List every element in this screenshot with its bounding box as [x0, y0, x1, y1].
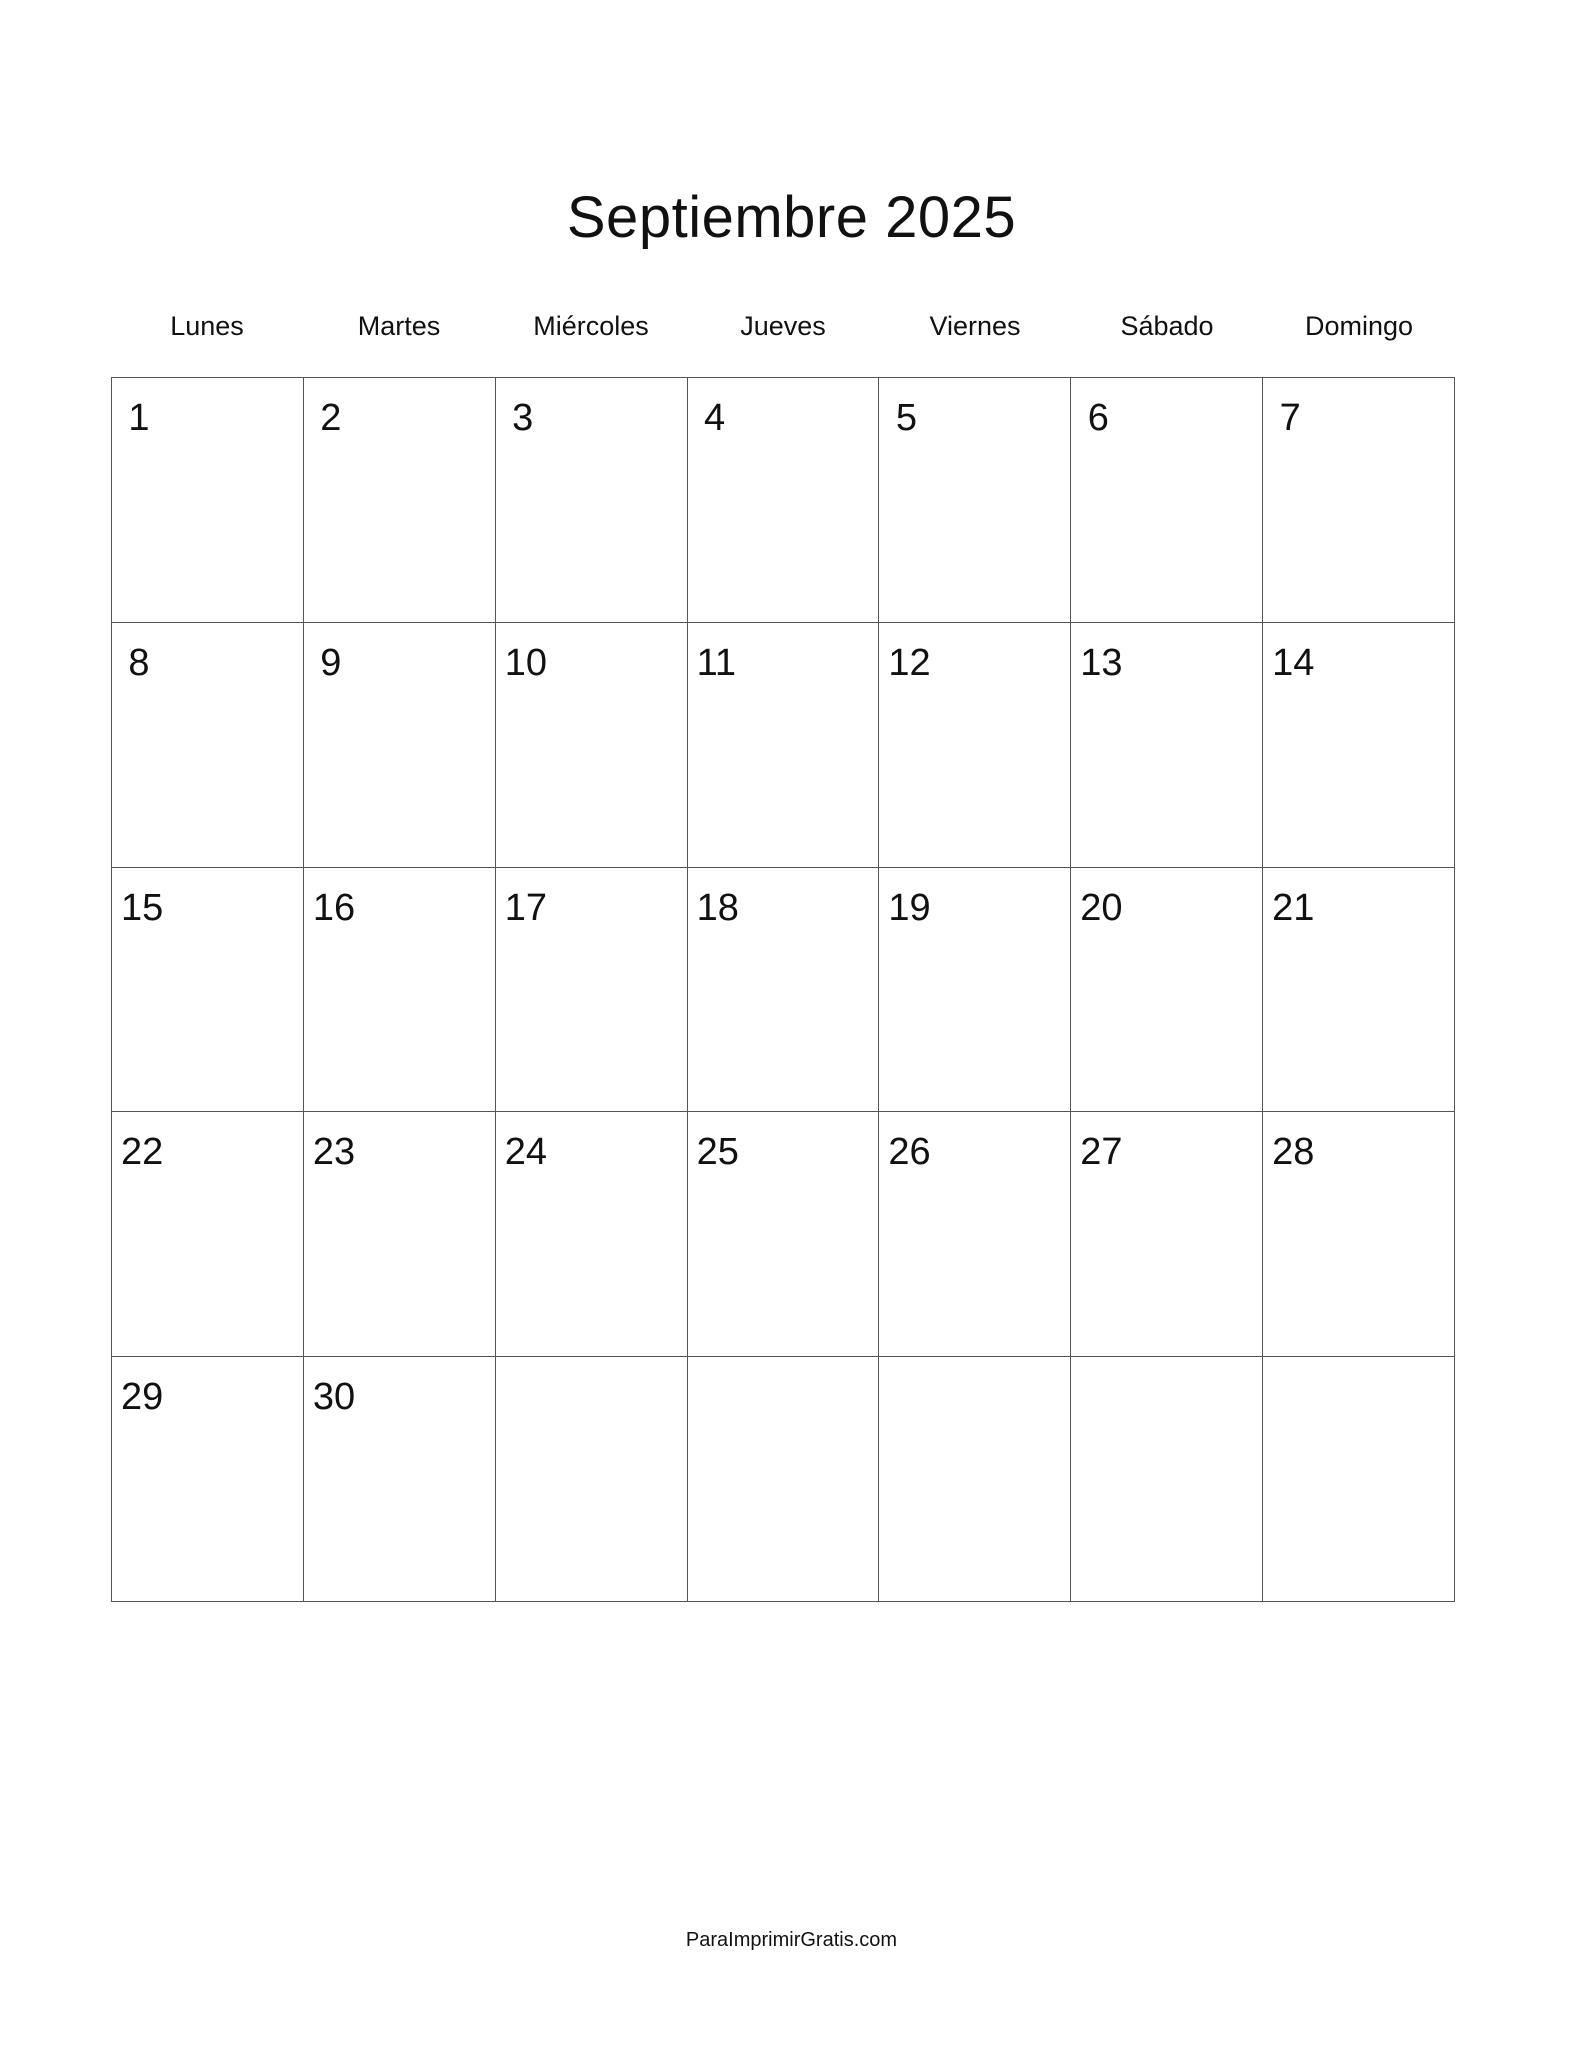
- day-number: 3: [512, 397, 534, 439]
- day-cell: [496, 868, 688, 1113]
- day-number: 13: [1080, 641, 1123, 684]
- day-cell-empty: [1071, 1357, 1263, 1602]
- day-cell: [688, 868, 880, 1113]
- calendar-grid: [111, 377, 1455, 1602]
- day-cell: [304, 623, 496, 868]
- day-number: 2: [320, 397, 342, 439]
- day-number: 25: [696, 1131, 739, 1174]
- day-number: 26: [888, 1131, 931, 1174]
- weekday-label-monday: Lunes: [170, 311, 244, 341]
- day-cell: [1263, 868, 1455, 1113]
- day-cell: [496, 1112, 688, 1357]
- day-cell: [879, 378, 1071, 623]
- day-number: 20: [1080, 886, 1123, 929]
- day-cell: [879, 1112, 1071, 1357]
- day-cell: [112, 868, 304, 1113]
- day-cell-empty: [1263, 1357, 1455, 1602]
- day-number: 30: [312, 1376, 356, 1419]
- day-cell: [1071, 868, 1263, 1113]
- day-cell: [688, 378, 880, 623]
- day-number: 1: [128, 397, 150, 439]
- day-number: 10: [504, 641, 547, 684]
- day-number: 6: [1087, 397, 1109, 439]
- weekday-label-friday: Viernes: [929, 311, 1021, 341]
- day-cell: [304, 1357, 496, 1602]
- day-cell-empty: [496, 1357, 688, 1602]
- day-number: 22: [121, 1131, 164, 1174]
- day-number: 12: [888, 641, 931, 684]
- day-number: 19: [888, 886, 931, 929]
- day-number: 15: [121, 886, 164, 929]
- day-cell: [1071, 1112, 1263, 1357]
- day-number: 4: [703, 397, 726, 439]
- day-cell: [1071, 623, 1263, 868]
- day-cell: [1263, 623, 1455, 868]
- day-cell: [112, 378, 304, 623]
- day-number: 17: [504, 886, 547, 929]
- day-number: 14: [1272, 641, 1315, 684]
- weekday-label-tuesday: Martes: [357, 311, 441, 341]
- day-cell: [1263, 378, 1455, 623]
- day-number: 8: [128, 641, 150, 684]
- day-number: 9: [320, 641, 342, 684]
- day-number: 18: [696, 886, 739, 929]
- day-cell: [496, 623, 688, 868]
- day-cell-empty: [688, 1357, 880, 1602]
- day-cell: [304, 1112, 496, 1357]
- day-cell: [688, 623, 880, 868]
- weekday-label-sunday: Domingo: [1304, 311, 1414, 341]
- day-number: 28: [1272, 1131, 1315, 1174]
- weekday-label-saturday: Sábado: [1120, 311, 1214, 341]
- weekday-header-row: [111, 306, 1455, 346]
- day-number: 11: [696, 641, 737, 684]
- day-cell: [304, 378, 496, 623]
- day-cell: [112, 623, 304, 868]
- day-number: 27: [1080, 1131, 1123, 1174]
- day-cell: [304, 868, 496, 1113]
- day-cell-empty: [879, 1357, 1071, 1602]
- day-cell: [1263, 1112, 1455, 1357]
- day-cell: [688, 1112, 880, 1357]
- day-number: 21: [1272, 886, 1315, 929]
- footer-site-name: ParaImprimirGratis.com: [685, 1929, 898, 1951]
- day-number: 23: [312, 1131, 356, 1174]
- day-number: 7: [1279, 397, 1301, 439]
- day-number: 29: [121, 1376, 164, 1419]
- day-cell: [112, 1357, 304, 1602]
- calendar-title: Septiembre 2025: [566, 185, 1017, 250]
- weekday-label-thursday: Jueves: [740, 311, 826, 341]
- day-cell: [1071, 378, 1263, 623]
- day-number: 24: [504, 1131, 547, 1174]
- day-cell: [112, 1112, 304, 1357]
- day-cell: [879, 868, 1071, 1113]
- day-number: 16: [312, 886, 356, 929]
- day-cell: [496, 378, 688, 623]
- day-number: 5: [895, 397, 917, 439]
- weekday-label-wednesday: Miércoles: [533, 311, 649, 341]
- day-cell: [879, 623, 1071, 868]
